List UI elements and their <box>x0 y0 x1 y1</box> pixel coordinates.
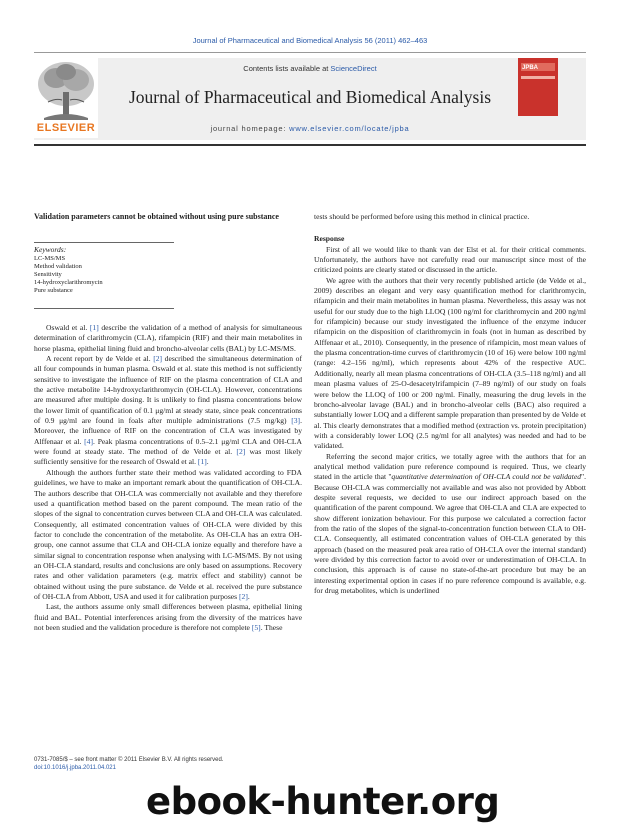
sciencedirect-link[interactable]: ScienceDirect <box>330 64 377 73</box>
keyword-item: Pure substance <box>34 287 73 294</box>
paragraph: Oswald et al. [1] describe the validation of a method of analysis for simultaneous determination of clarithromycin (CLA), rifampicin (RIF) and their main metabolites in horse plasma, epithelial lining fluid and broncho-alveolar cells (BAL) by LC-MS/MS. <box>34 323 302 353</box>
journal-homepage-line <box>100 124 520 133</box>
paragraph: Last, the authors assume only small differences between plasma, epithelial lining fluid and BAL. Potential interferences arising from the diversity of the matrices have not been studied and the validation procedure is therefore not complete [5]. These <box>34 602 302 632</box>
header-top-rule <box>34 52 586 53</box>
issn-line: 0731-7085/$ – see front matter © 2011 Elsevier B.V. All rights reserved. <box>34 757 224 763</box>
journal-citation: Journal of Pharmaceutical and Biomedical Analysis 56 (2011) 462–463 <box>192 36 428 45</box>
doi-link[interactable]: doi:10.1016/j.jpba.2011.04.021 <box>34 765 116 771</box>
cover-stripe <box>521 76 555 79</box>
reference-link[interactable]: [1] <box>197 457 207 467</box>
watermark-text: ebook-hunter.org <box>146 780 500 823</box>
paragraph: Although the authors further state their method was validated according to FDA guidelines, we have to make an important remark about the quantification of OH-CLA. The authors describe that OH-CLA was commercially not available and they therefore used a quantification method based on the parent compound. The mean ratio of the slopes of the signal to concentration curves between CLA and OH-CLA was calculated. Consequently, all estimated concentration values of OH-CLA were divided by this factor to conclude the concentration of the metabolite. As OH-CLA has an extra OH-group, one cannot assume that CLA and OH-CLA ionize equally and therefore have a similar signal to concentration response when analysing with LC-MS/MS. By not using an OH-CLA standard, results and conclusions are only based on assumptions. Recovery rates and other validation parameters (e.g. matrix effect and stability) cannot be obtained without using the pure substance. de Velde et al. received the pure substance of OH-CLA from Abbott, USA and used it for calibration purposes [2]. <box>34 467 302 601</box>
paragraph: We agree with the authors that their very recently published article (de Velde et al., 2009) describes an elegant and very easy quantification method for clarithromycin, rifampicin and their main metabolites in human plasma. Nevertheless, this assay was not useful for our study due to the high LLOQ (100 ng/ml for clarithromycin and 200 ng/ml for rifampicin) because our study investigated the influence of the enzyme inducer rifampicin on the disposition of clarithromycin in foals (not in human as described by Alffenaar et al., 2010). Consequently, in the presence of rifampicin, most mean values of the plasma concentration-time curves of clarithromycin (10 of 16) were below 100 ng/ml (range: 4.2–156 ng/ml), which represents about 42% of the respective AUC. Additionally, nearly all mean plasma concentrations of OH-CLA (3.5–118 ng/ml) and all mean plasma values of 25-O-desacetylrifampicin (7–89 ng/ml) of our study on foals were below the LLOQ of 100 or 200 ng/ml. Finally, measuring the drug levels in the broncho-alveolar lavage (BAL) and in broncho-alveolar cells (BAC) also required a substantially lower LOQ and a different sample preparation than presented by de Velde et al. This clearly demonstrates that a modified method (extraction vs. protein precipitation) with a considerably lower LOQ (2.5 ng/ml for all analytes) was needed and had to be validated. <box>314 275 586 451</box>
contents-available-line <box>100 64 520 73</box>
keyword-item: Method validation <box>34 263 82 270</box>
paragraph: A recent report by de Velde et al. [2] described the simultaneous determination of all four compounds in human plasma. Oswald et al. state this method is not sufficiently sensitive to investigate the influence of RIF on the plasma concentration of CLA and the active metabolite 14-hydroxyclarithromycin (OH-CLA). However, concentrations are measured after multiple dosing. It is unlikely to find plasma concentrations below the lower limit of quantification of 0.1 μg/ml at steady state, since peak concentrations of 0.9 μg/ml are found in foals after multiple administrations (7.5 mg/kg) [3]. Moreover, the influence of RIF on the concentration of CLA was investigated by Alffenaar et al. [4]. Peak plasma concentrations of 0.5–2.1 μg/ml CLA and OH-CLA were found at steady state. The method of de Velde et al. [2] was most likely sufficiently sensitive for the research of Oswald et al. [1]. <box>34 354 302 467</box>
reference-link[interactable]: [3] <box>291 416 301 426</box>
reference-link[interactable]: [2] <box>236 447 246 457</box>
left-column-body <box>34 323 302 633</box>
elsevier-wordmark: ELSEVIER <box>36 122 96 134</box>
reference-link[interactable]: [5] <box>251 622 261 632</box>
reference-link[interactable]: [1] <box>89 323 99 332</box>
keywords-bottom-rule <box>34 308 174 309</box>
keywords-list <box>34 255 103 295</box>
cover-label: JPBA <box>522 65 539 71</box>
reference-link[interactable]: [2] <box>239 591 248 601</box>
reference-link[interactable]: [4] <box>84 436 94 446</box>
journal-title: Journal of Pharmaceutical and Biomedical Analysis <box>128 87 492 107</box>
paragraph: First of all we would like to thank van der Elst et al. for their critical comments. Unfortunately, the authors have not carefully read our manuscript since most of the criticized points are clearly stated or discussed in the article. <box>314 244 586 275</box>
reference-link[interactable]: [2] <box>153 354 163 364</box>
keywords-label: Keywords: <box>34 245 67 254</box>
journal-cover-thumbnail <box>518 58 558 116</box>
response-heading: Response <box>314 234 345 244</box>
paragraph: tests should be performed before using this method in clinical practice. <box>314 212 530 221</box>
homepage-prefix: journal homepage: <box>210 124 290 133</box>
header-bottom-rule <box>34 144 586 146</box>
paragraph: Referring the second major critics, we totally agree with the authors that for an analytical method validation pure reference compound is required. Thus, we clearly stated in the article that "quantitative determination of OH-CLA could not be validated". Because OH-CLA was commercially not available and was also not provided by Abbott despite several requests, we decided to use our indirect approach based on the quantification of the parent compound. We agree that OH-CLA and CLA are expected to show different ionization behaviour. For this purpose we calculated a correction factor from the ratio of the slopes of the signal-to-concentration function between CLA to OH-CLA. Consequently, all estimated concentration values of OH-CLA generated by this approach (based on the measured peak area ratio of OH-CLA over the internal standard) were divided by this correction factor to avoid over or underestimation of OH-CLA. In conclusion, this approach is of cause no state-of-the-art procedure but may be an interesting experimental option in cases if no pure reference compound is available, e.g. for drug metabolites, which is underlined <box>314 451 586 596</box>
keywords-top-rule <box>34 242 174 243</box>
article-title: Validation parameters cannot be obtained without using pure substance <box>34 212 279 221</box>
keyword-item: LC-MS/MS <box>34 255 66 262</box>
right-column-body <box>314 212 586 596</box>
homepage-link[interactable]: www.elsevier.com/locate/jpba <box>289 124 410 133</box>
footer-note <box>34 756 224 772</box>
keyword-item: Sensitivity <box>34 271 62 278</box>
keyword-item: 14-hydroxyclarithromycin <box>34 279 103 286</box>
contents-prefix: Contents lists available at <box>243 64 331 73</box>
